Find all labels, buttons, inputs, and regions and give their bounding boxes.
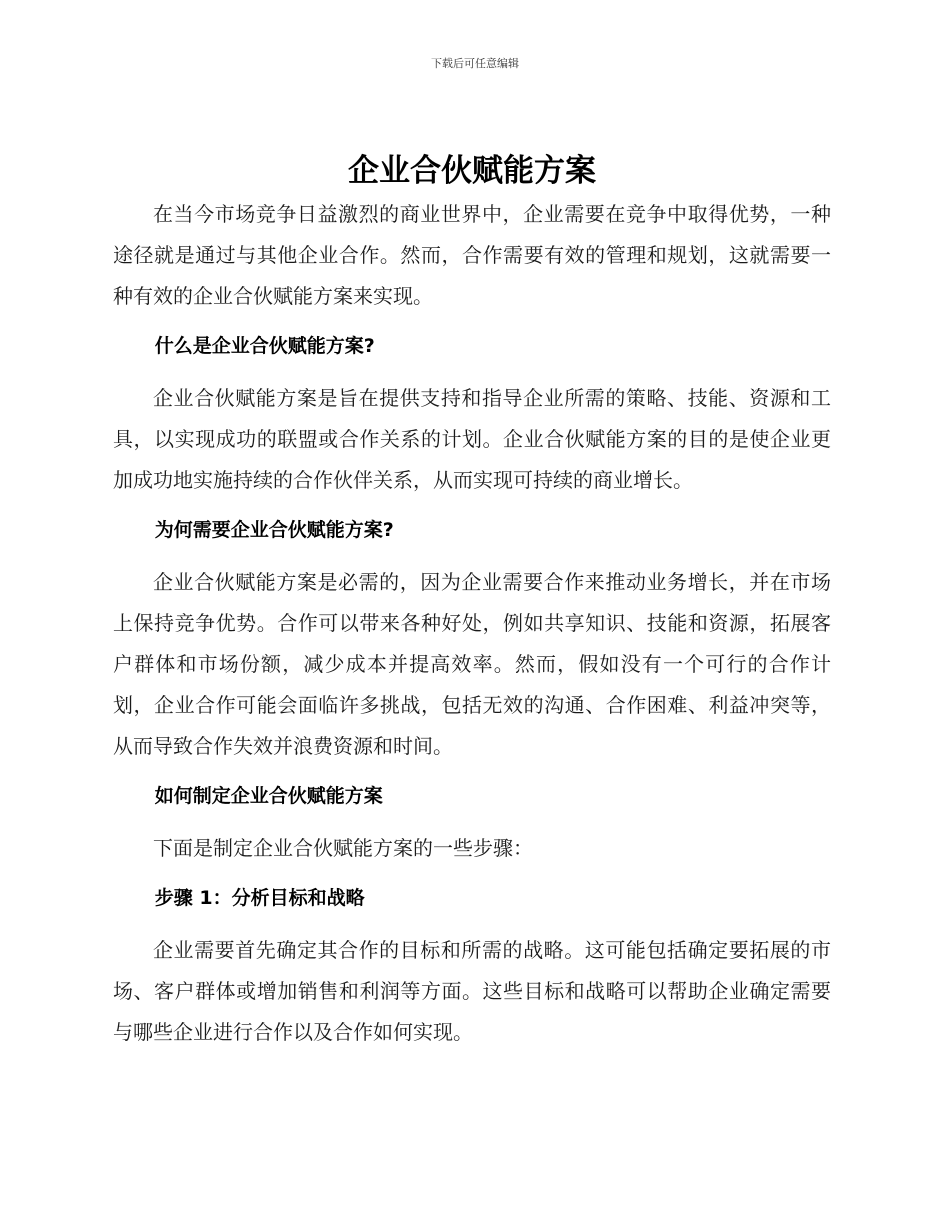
document-content [113, 150, 831, 1053]
section-body-step1: 企业需要首先确定其合作的目标和所需的战略。这可能包括确定要拓展的市场、客户群体或增加销售和利润等方面。这些目标和战略可以帮助企业确定需要与哪些企业进行合作以及合作如何实现。 [113, 938, 831, 1044]
section-body-what: 企业合伙赋能方案是旨在提供支持和指导企业所需的策略、技能、资源和工具，以实现成功的联盟或合作关系的计划。企业合伙赋能方案的目的是使企业更加成功地实施持续的合作伙伴关系，从而实现可持续的商业增长。 [113, 386, 831, 492]
section-heading-how: 如何制定企业合伙赋能方案 [154, 785, 383, 807]
section-body-how: 下面是制定企业合伙赋能方案的一些步骤： [153, 836, 533, 860]
section-body-why: 企业合伙赋能方案是必需的，因为企业需要合作来推动业务增长，并在市场上保持竞争优势。合作可以带来各种好处，例如共享知识、技能和资源，拓展客户群体和市场份额，减少成本并提高效率。然而，假如没有一个可行的合作计划，企业合作可能会面临许多挑战，包括无效的沟通、合作困难、利益冲突等，从而导致合作失效并浪费资源和时间。 [113, 570, 831, 758]
header-note: 下载后可任意编辑 [431, 57, 519, 70]
section-heading-what: 什么是企业合伙赋能方案? [154, 335, 375, 357]
section-heading-why: 为何需要企业合伙赋能方案? [154, 519, 394, 541]
section-heading-step1: 步骤 1：分析目标和战略 [154, 887, 365, 909]
document-title: 企业合伙赋能方案 [348, 153, 596, 189]
intro-paragraph: 在当今市场竞争日益激烈的商业世界中，企业需要在竞争中取得优势，一种途径就是通过与其他企业合作。然而，合作需要有效的管理和规划，这就需要一种有效的企业合伙赋能方案来实现。 [113, 202, 831, 308]
